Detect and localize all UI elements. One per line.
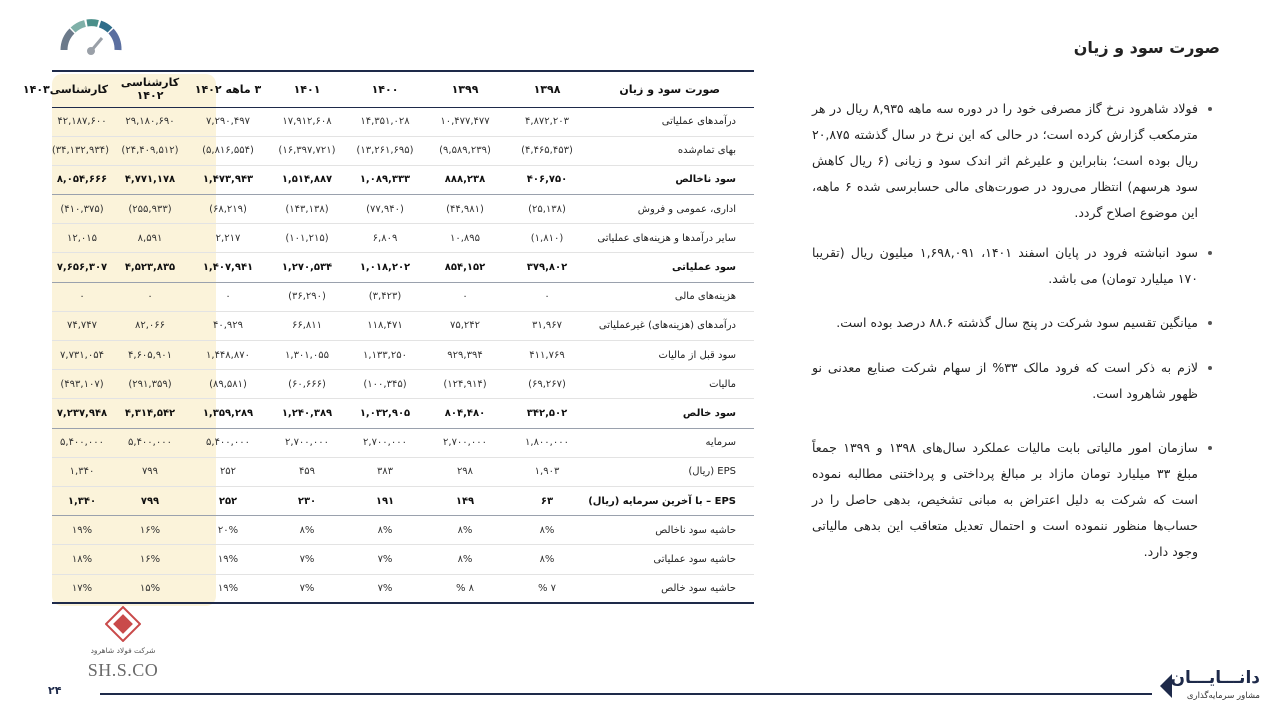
table-cell: ۱۶%: [139, 524, 161, 536]
table-cell: ۸%: [457, 553, 473, 565]
table-cell: ۷,۷۳۱,۰۵۴: [60, 349, 104, 361]
table-cell: ۳۸۳: [376, 466, 394, 478]
column-header: کارشناسی۱۴۰۳: [52, 71, 112, 107]
table-cell: ۸,۰۵۴,۶۶۶: [56, 174, 108, 186]
table-cell: (۹,۵۸۹,۲۳۹): [439, 145, 491, 157]
column-header: صورت سود و زیان: [588, 71, 754, 107]
table-row: [52, 107, 754, 136]
table-cell: ۱۰,۸۹۵: [449, 232, 481, 244]
table-cell: (۴۹۳,۱۰۷): [60, 378, 104, 390]
table-cell: ۲,۷۰۰,۰۰۰: [285, 437, 329, 449]
table-cell: (۱۲۴,۹۱۴): [443, 378, 487, 390]
row-label: سود خالص: [682, 407, 736, 419]
table-row: [52, 224, 754, 253]
table-cell: ۷%: [377, 582, 393, 594]
table-cell: ۷%: [377, 553, 393, 565]
table-cell: ۱۹۱: [375, 495, 395, 507]
column-header: ۱۴۰۱: [268, 71, 346, 107]
table-cell: ۱۶%: [139, 553, 161, 565]
row-label: EPS – با آخرین سرمایه (ریال): [588, 495, 736, 507]
table-cell: ۷,۲۳۷,۹۴۸: [56, 407, 108, 419]
row-label: سایر درآمدها و هزینه‌های عملیاتی: [597, 232, 736, 244]
table-cell: ۷%: [299, 582, 315, 594]
table-cell: ۴,۶۰۵,۹۰۱: [128, 349, 172, 361]
table-row: [52, 311, 754, 340]
table-cell: ۱,۰۸۹,۳۳۳: [359, 174, 411, 186]
table-cell: (۶۹,۲۶۷): [528, 378, 566, 390]
diamond-logo-icon: [105, 606, 141, 642]
row-label: درآمدهای عملیاتی: [661, 116, 736, 128]
table-cell: ۲۹,۱۸۰,۶۹۰: [125, 116, 175, 128]
table-cell: ۷۹۹: [140, 495, 160, 507]
table-row: [52, 282, 754, 311]
table-cell: ۸%: [539, 553, 555, 565]
table-cell: ۴,۷۷۱,۱۷۸: [124, 174, 176, 186]
table-cell: ۵,۴۰۰,۰۰۰: [128, 437, 172, 449]
row-label: حاشیه سود ناخالص: [655, 524, 736, 536]
table-cell: (۱۶,۳۹۷,۷۲۱): [278, 145, 336, 157]
note-item: سازمان امور مالیاتی بابت مالیات عملکرد سال‌های ۱۳۹۸ و ۱۳۹۹ جمعاً مبلغ ۳۳ میلیارد تومان مازاد بر مبالغ پرداختی و پرداختنی مطالبه نموده است که شرکت به دلیل اعتراض به مبانی تشخیص، بدهی حاصل را در حساب‌ها منظور ننموده است و احتمال تعدیل متعاقب این بدهی مالیاتی وجود دارد.: [812, 435, 1212, 565]
column-header: ۳ ماهه ۱۴۰۲: [188, 71, 268, 107]
table-cell: ۸%: [539, 524, 555, 536]
table-cell: ۷۹۹: [141, 466, 159, 478]
table-cell: ۸۵۴,۱۵۲: [444, 262, 486, 274]
table-cell: ۱,۳۵۹,۲۸۹: [202, 407, 254, 419]
table-cell: ۲۵۲: [219, 466, 237, 478]
column-header: ۱۳۹۸: [506, 71, 588, 107]
table-row: [52, 574, 754, 603]
table-cell: ۱,۸۰۰,۰۰۰: [525, 437, 569, 449]
gauge-logo-icon: [58, 16, 124, 58]
table-cell: ۱,۹۰۳: [534, 466, 560, 478]
company-name: شرکت فولاد شاهرود: [90, 646, 156, 655]
table-cell: ۷۴,۷۴۷: [66, 320, 98, 332]
table-cell: (۶۰,۶۶۶): [288, 378, 326, 390]
column-header: ۱۳۹۹: [424, 71, 506, 107]
table-cell: ۸۰۴,۴۸۰: [444, 407, 486, 419]
table-row: [52, 399, 754, 428]
table-cell: (۳۴,۱۳۲,۹۳۴): [51, 145, 109, 157]
table-row: [52, 457, 754, 486]
table-cell: ۱۷%: [71, 582, 93, 594]
table-cell: ۵,۴۰۰,۰۰۰: [206, 437, 250, 449]
table-row: [52, 545, 754, 574]
table-cell: ۵,۴۰۰,۰۰۰: [60, 437, 104, 449]
table-cell: (۳۶,۲۹۰): [288, 291, 326, 303]
table-cell: ۸۲,۰۶۶: [134, 320, 166, 332]
table-row: [52, 428, 754, 457]
table-cell: ۴۵۹: [298, 466, 316, 478]
company-logo: [78, 606, 168, 686]
table-cell: ۱,۵۱۴,۸۸۷: [281, 174, 333, 186]
table-cell: (۱۰۱,۲۱۵): [285, 232, 329, 244]
table-row: [52, 370, 754, 399]
table-cell: ۱۱۸,۴۷۱: [367, 320, 403, 332]
row-label: سود عملیاتی: [671, 262, 736, 274]
table-cell: ۴,۵۲۳,۸۳۵: [124, 262, 176, 274]
table-cell: ۶,۸۰۹: [372, 232, 398, 244]
table-cell: ۱,۴۴۸,۸۷۰: [206, 349, 250, 361]
table-cell: ۸,۵۹۱: [137, 232, 163, 244]
table-cell: ۱۰,۴۷۷,۴۷۷: [440, 116, 490, 128]
table-cell: ۲۹۸: [456, 466, 474, 478]
row-label: سود ناخالص: [675, 174, 736, 186]
table-cell: ۷ %: [537, 582, 557, 594]
table-cell: ۱,۴۰۷,۹۴۱: [202, 262, 254, 274]
table-cell: ۸ %: [455, 582, 475, 594]
row-label: حاشیه سود عملیاتی: [653, 553, 736, 565]
table-cell: ۱,۳۰۱,۰۵۵: [285, 349, 329, 361]
table-cell: (۸۹,۵۸۱): [209, 378, 247, 390]
table-cell: (۴,۴۶۵,۴۵۳): [521, 145, 573, 157]
table-cell: ۶۶,۸۱۱: [291, 320, 323, 332]
table-cell: ۳۴۲,۵۰۲: [526, 407, 568, 419]
table-cell: (۱۳,۲۶۱,۶۹۵): [356, 145, 414, 157]
table-cell: ۴۰۶,۷۵۰: [526, 174, 568, 186]
table-cell: ۸%: [457, 524, 473, 536]
note-item: فولاد شاهرود نرخ گاز مصرفی خود را در دوره سه ماهه ۸,۹۳۵ ریال در هر مترمکعب گزارش کرده است؛ در حالی که این نرخ در سال گذشته ۲۰,۸۷۵ ریال بوده است؛ بنابراین و علیرغم اثر اندک سود و زیانی (۶ ریال کاهش سود هرسهم) انتظار می‌رود در صورت‌های مالی حسابرسی شده ۶ ماهه، این موضوع اصلاح گردد.: [812, 96, 1212, 240]
table-cell: ۲,۷۰۰,۰۰۰: [363, 437, 407, 449]
table-cell: ۱,۲۴۰,۳۸۹: [281, 407, 333, 419]
table-cell: (۴۴,۹۸۱): [446, 203, 484, 215]
table-cell: ۷,۶۵۶,۳۰۷: [56, 262, 108, 274]
table-cell: (۴۱۰,۳۷۵): [60, 203, 104, 215]
table-cell: ۲,۲۱۷: [215, 232, 241, 244]
column-header: ۱۴۰۰: [346, 71, 424, 107]
note-item: سود انباشته فرود در پایان اسفند ۱۴۰۱، ۱,۶۹۸,۰۹۱ میلیون ریال (تقریبا ۱۷۰ میلیارد تومان) می باشد.: [812, 240, 1212, 310]
table-cell: (۲۹۱,۳۵۹): [128, 378, 172, 390]
row-label: حاشیه سود خالص: [661, 582, 736, 594]
table-cell: ۰: [462, 291, 468, 303]
table-cell: (۲۴,۴۰۹,۵۱۲): [121, 145, 179, 157]
table-cell: ۱,۲۷۰,۵۳۴: [281, 262, 333, 274]
row-label: سرمایه: [705, 437, 736, 449]
table-cell: ۷,۲۹۰,۴۹۷: [206, 116, 250, 128]
table-cell: ۱,۱۳۳,۲۵۰: [363, 349, 407, 361]
table-cell: ۱۸%: [71, 553, 93, 565]
table-cell: ۱,۴۷۳,۹۴۳: [202, 174, 254, 186]
table-cell: ۱,۳۴۰: [69, 466, 95, 478]
table-cell: ۱۵%: [139, 582, 161, 594]
table-cell: ۰: [147, 291, 153, 303]
table-cell: (۱۴۳,۱۳۸): [285, 203, 329, 215]
table-cell: ۷%: [299, 553, 315, 565]
table-cell: ۱۲,۰۱۵: [66, 232, 98, 244]
table-cell: ۱,۳۴۰: [67, 495, 97, 507]
table-row: [52, 253, 754, 282]
table-cell: ۶۳: [540, 495, 554, 507]
table-cell: (۲۵۵,۹۳۳): [128, 203, 172, 215]
row-label: اداری، عمومی و فروش: [637, 203, 736, 215]
table-cell: (۷۷,۹۴۰): [366, 203, 404, 215]
table-cell: ۹۲۹,۳۹۴: [447, 349, 483, 361]
table-cell: ۴۱۱,۷۶۹: [529, 349, 565, 361]
table-cell: ۱۴,۳۵۱,۰۲۸: [360, 116, 410, 128]
page-title: صورت سود و زیان: [1073, 38, 1220, 57]
footer-divider: [100, 693, 1152, 695]
table-cell: ۱۹%: [71, 524, 93, 536]
table-cell: ۳۱,۹۶۷: [531, 320, 563, 332]
table-cell: ۴۲,۱۸۷,۶۰۰: [57, 116, 107, 128]
table-cell: ۳۷۹,۸۰۲: [526, 262, 568, 274]
company-abbr: SH.S.CO: [87, 660, 159, 680]
table-cell: ۲,۷۰۰,۰۰۰: [443, 437, 487, 449]
table-row: [52, 195, 754, 224]
table-cell: ۱,۰۳۲,۹۰۵: [359, 407, 411, 419]
table-cell: (۳,۴۲۳): [368, 291, 402, 303]
table-cell: ۱۹%: [217, 582, 239, 594]
page-number: ۲۴: [48, 684, 62, 697]
row-label: EPS (ریال): [688, 466, 736, 478]
brand-subtitle: مشاور سرمایه‌گذاری: [1186, 691, 1260, 701]
table-cell: ۰: [225, 291, 231, 303]
table-cell: (۶۸,۲۱۹): [209, 203, 247, 215]
table-cell: ۷۵,۲۴۲: [449, 320, 481, 332]
table-cell: (۱۰۰,۳۴۵): [363, 378, 407, 390]
notes-list: [812, 96, 1212, 565]
table-row: [52, 341, 754, 370]
column-header: کارشناسی ۱۴۰۲: [112, 71, 188, 107]
table-cell: (۱,۸۱۰): [530, 232, 564, 244]
table-row: [52, 136, 754, 165]
table-cell: ۸%: [299, 524, 315, 536]
brand-logo: [1160, 666, 1260, 710]
table-row: [52, 516, 754, 545]
brand-name: دانـــایـــان: [1170, 668, 1260, 688]
row-label: سود قبل از مالیات: [658, 349, 736, 361]
table-cell: ۴,۳۱۴,۵۴۲: [124, 407, 176, 419]
table-cell: ۲۳۰: [297, 495, 317, 507]
table-header-row: [52, 71, 754, 107]
table-cell: ۲۰%: [217, 524, 239, 536]
note-item: میانگین تقسیم سود شرکت در پنج سال گذشته ۸۸.۶ درصد بوده است.: [812, 310, 1212, 355]
table-cell: ۸%: [377, 524, 393, 536]
row-label: مالیات: [709, 378, 736, 390]
table-cell: (۲۵,۱۳۸): [528, 203, 566, 215]
table-cell: ۰: [544, 291, 550, 303]
row-label: هزینه‌های مالی: [674, 291, 736, 303]
table-cell: ۴۰,۹۲۹: [212, 320, 244, 332]
table-cell: ۴,۸۷۲,۲۰۳: [525, 116, 569, 128]
table-cell: ۱۷,۹۱۲,۶۰۸: [282, 116, 332, 128]
table-cell: ۰: [79, 291, 85, 303]
table-cell: ۱,۰۱۸,۲۰۲: [359, 262, 411, 274]
table-cell: ۲۵۲: [218, 495, 238, 507]
table-row: [52, 165, 754, 194]
table-cell: ۱۹%: [217, 553, 239, 565]
note-item: لازم به ذکر است که فرود مالک ۳۳% از سهام شرکت صنایع معدنی نو ظهور شاهرود است.: [812, 355, 1212, 435]
table-cell: (۵,۸۱۶,۵۵۴): [202, 145, 254, 157]
table-row: [52, 486, 754, 515]
table-cell: ۱۴۹: [455, 495, 475, 507]
income-statement-table: [22, 70, 754, 604]
table-cell: ۸۸۸,۲۳۸: [444, 174, 486, 186]
row-label: بهای تمام‌شده: [677, 145, 736, 157]
row-label: درآمدهای (هزینه‌های) غیرعملیاتی: [598, 320, 736, 332]
